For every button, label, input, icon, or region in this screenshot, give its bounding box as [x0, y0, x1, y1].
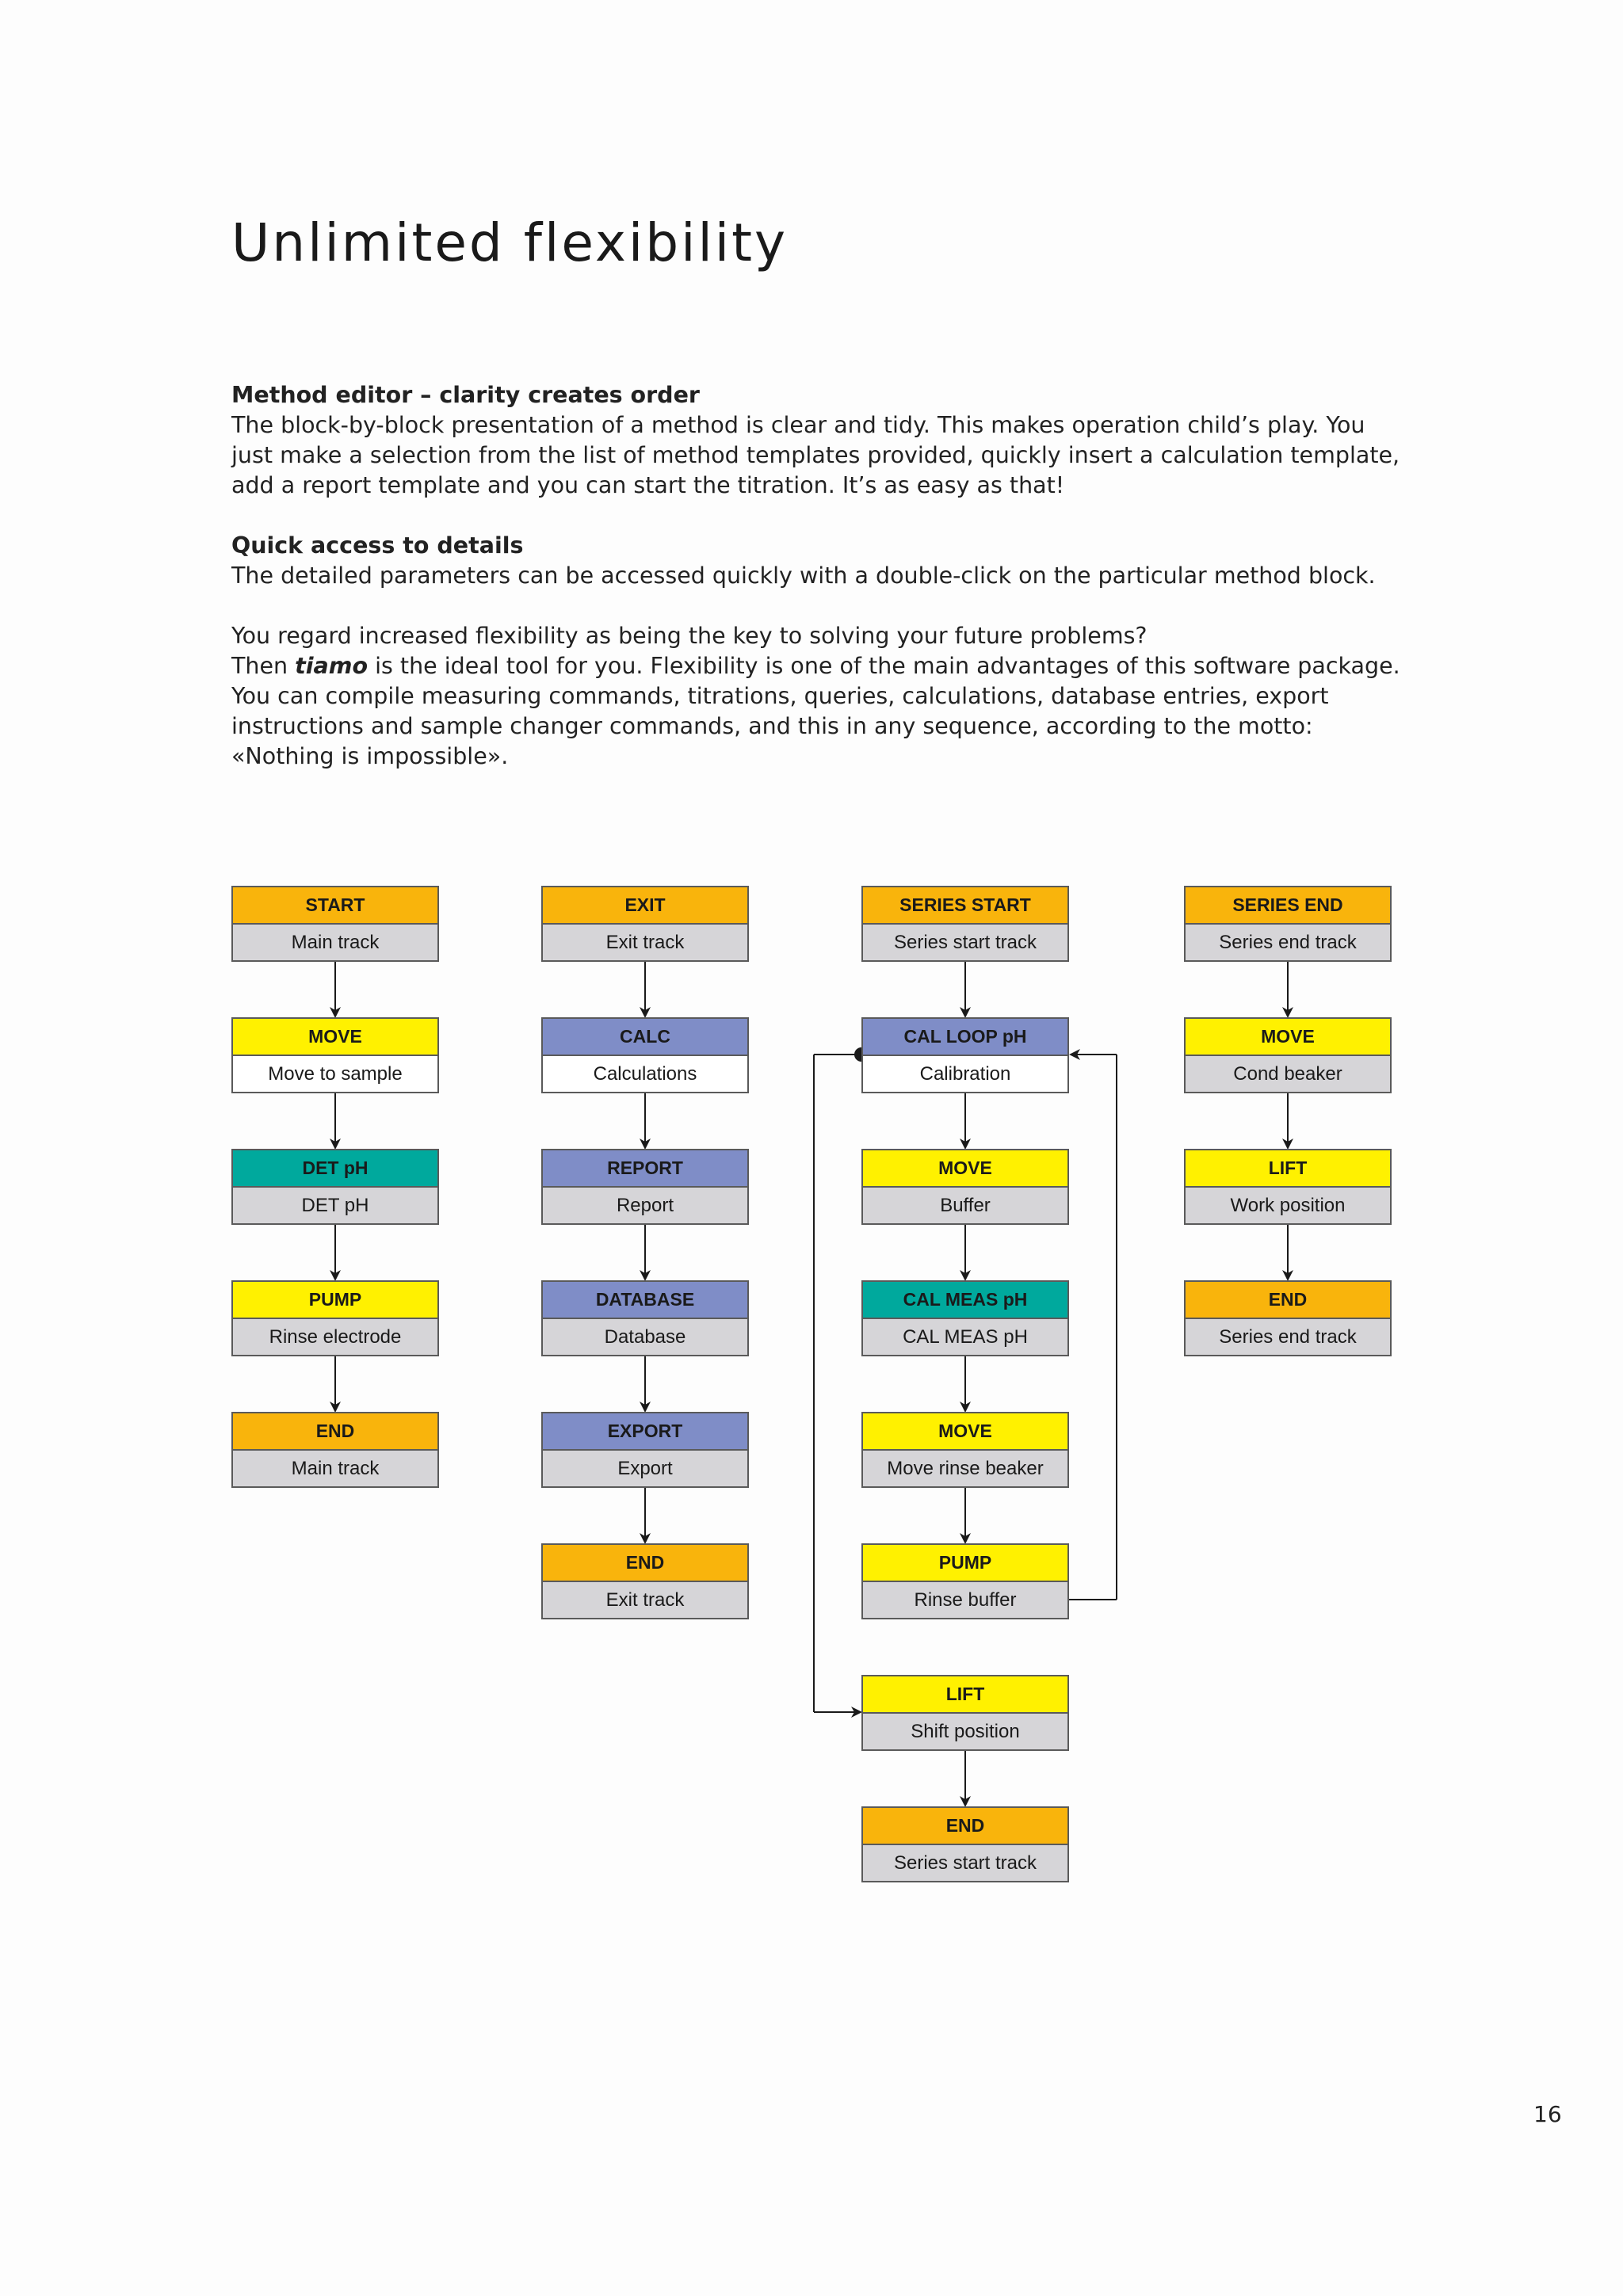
method-block-label: Exit track [543, 1582, 747, 1618]
method-block-command: MOVE [863, 1413, 1067, 1451]
method-block-label: Cond beaker [1186, 1056, 1390, 1092]
method-block-series-end-3[interactable] [1184, 1149, 1392, 1225]
method-block-command: EXIT [543, 887, 747, 925]
method-block-series-start-8[interactable] [861, 1806, 1069, 1882]
method-block-exit-2[interactable] [541, 1017, 749, 1093]
method-block-command: EXPORT [543, 1413, 747, 1451]
method-block-command: CAL MEAS pH [863, 1282, 1067, 1319]
page-title: Unlimited flexibility [231, 212, 789, 273]
method-block-label: DET pH [233, 1188, 437, 1223]
method-block-label: Main track [233, 1451, 437, 1486]
method-block-label: Series end track [1186, 925, 1390, 960]
method-block-label: Move rinse beaker [863, 1451, 1067, 1486]
method-block-command: END [1186, 1282, 1390, 1319]
method-block-series-end-2[interactable] [1184, 1017, 1392, 1093]
method-block-command: LIFT [863, 1676, 1067, 1714]
method-block-command: DET pH [233, 1150, 437, 1188]
section-heading: Quick access to details [231, 532, 524, 559]
method-block-command: END [543, 1545, 747, 1582]
method-block-command: MOVE [233, 1019, 437, 1056]
method-block-label: Work position [1186, 1188, 1390, 1223]
method-block-series-start-2[interactable] [861, 1017, 1069, 1093]
method-block-label: Move to sample [233, 1056, 437, 1092]
method-block-command: LIFT [1186, 1150, 1390, 1188]
method-block-command: MOVE [863, 1150, 1067, 1188]
method-block-main-2[interactable] [231, 1017, 439, 1093]
method-block-exit-6[interactable] [541, 1543, 749, 1619]
method-block-label: Buffer [863, 1188, 1067, 1223]
method-block-label: Calculations [543, 1056, 747, 1092]
method-block-series-start-3[interactable] [861, 1149, 1069, 1225]
method-block-label: Shift position [863, 1714, 1067, 1749]
method-block-command: SERIES START [863, 887, 1067, 925]
method-block-command: DATABASE [543, 1282, 747, 1319]
method-block-command: START [233, 887, 437, 925]
method-block-command: REPORT [543, 1150, 747, 1188]
method-block-command: MOVE [1186, 1019, 1390, 1056]
brand-name: tiamo [295, 653, 369, 679]
method-block-label: Exit track [543, 925, 747, 960]
method-block-series-start-7[interactable] [861, 1675, 1069, 1751]
method-block-label: Calibration [863, 1056, 1067, 1092]
method-block-series-end-4[interactable] [1184, 1280, 1392, 1356]
section-paragraph: The detailed parameters can be accessed quickly with a double-click on the particular method block. [231, 563, 1376, 589]
method-block-label: Report [543, 1188, 747, 1223]
method-block-command: END [233, 1413, 437, 1451]
method-block-label: Series start track [863, 1845, 1067, 1881]
flexibility-then: Then [231, 653, 296, 679]
flexibility-question: You regard increased flexibility as being the key to solving your future problems? [231, 623, 1148, 649]
method-block-command: CAL LOOP pH [863, 1019, 1067, 1056]
method-block-main-1[interactable] [231, 886, 439, 962]
flexibility-paragraph: is the ideal tool for you. Flexibility is one of the main advantages of this software package. You can compile measuring commands, titrations, queries, calculations, database entries, export instructions and sample changer commands, and this in any sequence, according to the motto: «Nothing is impossible». [231, 653, 1400, 769]
method-block-exit-3[interactable] [541, 1149, 749, 1225]
method-block-label: Rinse electrode [233, 1319, 437, 1355]
method-block-series-start-1[interactable] [861, 886, 1069, 962]
method-block-command: CALC [543, 1019, 747, 1056]
method-block-label: Series end track [1186, 1319, 1390, 1355]
method-block-exit-4[interactable] [541, 1280, 749, 1356]
section-paragraph: The block-by-block presentation of a method is clear and tidy. This makes operation child’s play. You just make a selection from the list of method templates provided, quickly insert a calculation template, add a report template and you can start the titration. It’s as easy as that! [231, 412, 1400, 498]
method-block-label: Database [543, 1319, 747, 1355]
method-block-series-start-5[interactable] [861, 1412, 1069, 1488]
method-block-main-5[interactable] [231, 1412, 439, 1488]
method-block-label: CAL MEAS pH [863, 1319, 1067, 1355]
method-block-label: Rinse buffer [863, 1582, 1067, 1618]
section-heading: Method editor – clarity creates order [231, 382, 700, 408]
method-block-command: PUMP [233, 1282, 437, 1319]
method-block-command: PUMP [863, 1545, 1067, 1582]
method-block-series-start-6[interactable] [861, 1543, 1069, 1619]
method-block-label: Series start track [863, 925, 1067, 960]
method-block-label: Export [543, 1451, 747, 1486]
method-block-series-start-4[interactable] [861, 1280, 1069, 1356]
method-block-main-4[interactable] [231, 1280, 439, 1356]
method-block-command: SERIES END [1186, 887, 1390, 925]
method-block-command: END [863, 1808, 1067, 1845]
page-number: 16 [1533, 2101, 1562, 2127]
method-block-main-3[interactable] [231, 1149, 439, 1225]
method-block-label: Main track [233, 925, 437, 960]
method-block-series-end-1[interactable] [1184, 886, 1392, 962]
method-block-exit-5[interactable] [541, 1412, 749, 1488]
method-block-exit-1[interactable] [541, 886, 749, 962]
